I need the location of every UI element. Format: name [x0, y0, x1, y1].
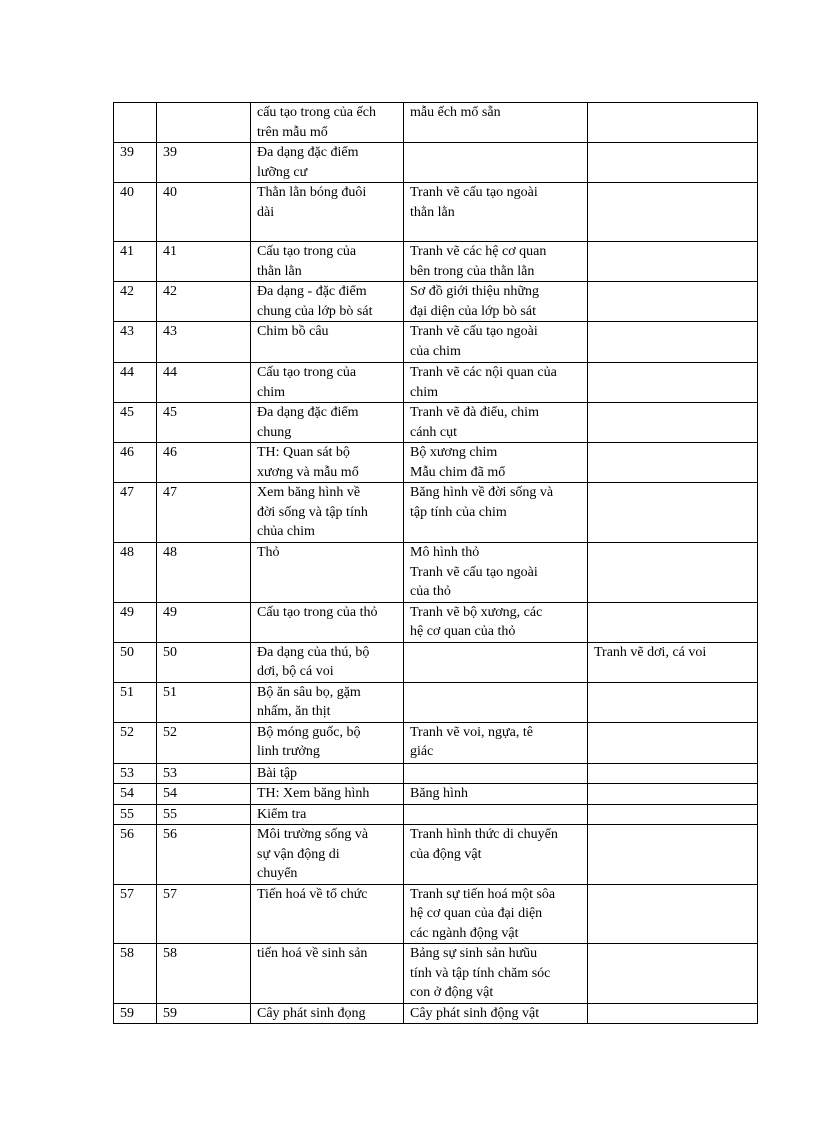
- period-cell: 51: [114, 682, 157, 722]
- teaching-aid-cell: Mô hình thỏ Tranh vẽ cấu tạo ngoài của thỏ: [404, 543, 588, 603]
- table-row: [114, 483, 758, 543]
- table-row: [114, 242, 758, 282]
- teaching-aid-cell: Tranh vẽ các nội quan của chim: [404, 363, 588, 403]
- teaching-aid-cell: Tranh hình thức di chuyển của động vật: [404, 825, 588, 885]
- lesson-number-cell: 51: [157, 682, 251, 722]
- note-cell: [588, 722, 758, 763]
- period-cell: 42: [114, 282, 157, 322]
- period-cell: 49: [114, 602, 157, 642]
- lesson-title-cell: Bộ móng guốc, bộ linh trưởng: [251, 722, 404, 763]
- table-row: [114, 403, 758, 443]
- note-cell: [588, 944, 758, 1004]
- teaching-aid-cell: Bảng sự sinh sản hưũu tính và tập tính chăm sóc con ở động vật: [404, 944, 588, 1004]
- lesson-title-cell: Xem băng hình về đời sống và tập tính chủa chim: [251, 483, 404, 543]
- lesson-title-cell: Đa dạng của thú, bộ dơi, bộ cá voi: [251, 642, 404, 682]
- table-row: [114, 722, 758, 763]
- teaching-aid-cell: Băng hình về đời sống và tập tính của chim: [404, 483, 588, 543]
- period-cell: 54: [114, 784, 157, 805]
- period-cell: 58: [114, 944, 157, 1004]
- lesson-title-cell: Tiến hoá về tổ chức: [251, 884, 404, 944]
- table-row: [114, 682, 758, 722]
- lesson-number-cell: 49: [157, 602, 251, 642]
- note-cell: [588, 804, 758, 825]
- table-row: [114, 322, 758, 363]
- period-cell: 48: [114, 543, 157, 603]
- period-cell: 57: [114, 884, 157, 944]
- teaching-aid-cell: Sơ đồ giới thiệu những đại diện của lớp bò sát: [404, 282, 588, 322]
- teaching-aid-cell: Băng hình: [404, 784, 588, 805]
- lesson-title-cell: Cấu tạo trong của thỏ: [251, 602, 404, 642]
- period-cell: 50: [114, 642, 157, 682]
- table-row: [114, 642, 758, 682]
- lesson-number-cell: 55: [157, 804, 251, 825]
- teaching-aid-cell: Tranh vẽ các hệ cơ quan bên trong của thằn lằn: [404, 242, 588, 282]
- lesson-number-cell: 44: [157, 363, 251, 403]
- lesson-number-cell: 53: [157, 763, 251, 784]
- period-cell: 52: [114, 722, 157, 763]
- teaching-aid-cell: [404, 763, 588, 784]
- table-row: [114, 363, 758, 403]
- table-row: [114, 183, 758, 242]
- note-cell: [588, 784, 758, 805]
- note-cell: [588, 443, 758, 483]
- lesson-number-cell: 52: [157, 722, 251, 763]
- lesson-number-cell: 40: [157, 183, 251, 242]
- period-cell: 43: [114, 322, 157, 363]
- period-cell: 39: [114, 143, 157, 183]
- note-cell: Tranh vẽ dơi, cá voi: [588, 642, 758, 682]
- period-cell: 56: [114, 825, 157, 885]
- lesson-number-cell: 43: [157, 322, 251, 363]
- teaching-aid-cell: [404, 143, 588, 183]
- table-row: [114, 804, 758, 825]
- lesson-title-cell: Đa dạng đặc điểm lưỡng cư: [251, 143, 404, 183]
- teaching-aid-cell: Tranh vẽ bộ xương, các hệ cơ quan của thỏ: [404, 602, 588, 642]
- table-row: [114, 825, 758, 885]
- period-cell: 45: [114, 403, 157, 443]
- lesson-title-cell: Thỏ: [251, 543, 404, 603]
- lesson-title-cell: Kiểm tra: [251, 804, 404, 825]
- note-cell: [588, 825, 758, 885]
- table-row: [114, 602, 758, 642]
- table-row: [114, 103, 758, 143]
- note-cell: [588, 103, 758, 143]
- note-cell: [588, 322, 758, 363]
- lesson-title-cell: TH: Xem băng hình: [251, 784, 404, 805]
- lesson-number-cell: 58: [157, 944, 251, 1004]
- note-cell: [588, 543, 758, 603]
- period-cell: 44: [114, 363, 157, 403]
- lesson-title-cell: Thằn lằn bóng đuôi dài: [251, 183, 404, 242]
- teaching-aid-cell: Tranh vẽ cấu tạo ngoài của chim: [404, 322, 588, 363]
- lesson-title-cell: Chim bồ câu: [251, 322, 404, 363]
- lesson-number-cell: [157, 103, 251, 143]
- lesson-number-cell: 42: [157, 282, 251, 322]
- lesson-title-cell: tiến hoá về sinh sản: [251, 944, 404, 1004]
- period-cell: 47: [114, 483, 157, 543]
- note-cell: [588, 602, 758, 642]
- lesson-number-cell: 47: [157, 483, 251, 543]
- period-cell: 41: [114, 242, 157, 282]
- table-row: [114, 944, 758, 1004]
- lesson-number-cell: 45: [157, 403, 251, 443]
- table-row: [114, 443, 758, 483]
- teaching-aid-cell: Tranh vẽ cấu tạo ngoài thằn lằn: [404, 183, 588, 242]
- teaching-aid-cell: Tranh vẽ voi, ngựa, tê giác: [404, 722, 588, 763]
- teaching-aid-cell: [404, 682, 588, 722]
- table-body: [114, 103, 758, 1024]
- teaching-aid-cell: Tranh sự tiến hoá một sôa hệ cơ quan của đại diện các ngành động vật: [404, 884, 588, 944]
- lesson-title-cell: Cây phát sinh đọng: [251, 1003, 404, 1024]
- lesson-number-cell: 56: [157, 825, 251, 885]
- lesson-number-cell: 50: [157, 642, 251, 682]
- lesson-title-cell: Đa dạng - đặc điểm chung của lớp bò sát: [251, 282, 404, 322]
- period-cell: [114, 103, 157, 143]
- lesson-title-cell: TH: Quan sát bộ xương và mẫu mổ: [251, 443, 404, 483]
- lesson-number-cell: 46: [157, 443, 251, 483]
- table-row: [114, 884, 758, 944]
- table-row: [114, 543, 758, 603]
- teaching-aid-cell: mẫu ếch mổ sẵn: [404, 103, 588, 143]
- table-row: [114, 143, 758, 183]
- lesson-number-cell: 48: [157, 543, 251, 603]
- note-cell: [588, 183, 758, 242]
- period-cell: 55: [114, 804, 157, 825]
- teaching-aid-cell: [404, 804, 588, 825]
- teaching-aid-cell: Cây phát sinh động vật: [404, 1003, 588, 1024]
- period-cell: 59: [114, 1003, 157, 1024]
- note-cell: [588, 1003, 758, 1024]
- note-cell: [588, 143, 758, 183]
- lesson-number-cell: 57: [157, 884, 251, 944]
- lesson-title-cell: Bài tập: [251, 763, 404, 784]
- lesson-title-cell: Môi trường sống và sự vận động di chuyển: [251, 825, 404, 885]
- note-cell: [588, 682, 758, 722]
- period-cell: 40: [114, 183, 157, 242]
- note-cell: [588, 884, 758, 944]
- teaching-aid-cell: [404, 642, 588, 682]
- note-cell: [588, 363, 758, 403]
- table-row: [114, 763, 758, 784]
- lesson-title-cell: Cấu tạo trong của thằn lằn: [251, 242, 404, 282]
- note-cell: [588, 242, 758, 282]
- lesson-plan-table: [113, 102, 758, 1024]
- lesson-number-cell: 54: [157, 784, 251, 805]
- lesson-title-cell: Bộ ăn sâu bọ, gặm nhấm, ăn thịt: [251, 682, 404, 722]
- teaching-aid-cell: Tranh vẽ đà điểu, chim cánh cụt: [404, 403, 588, 443]
- table-row: [114, 282, 758, 322]
- teaching-aid-cell: Bộ xương chim Mẫu chim đã mổ: [404, 443, 588, 483]
- lesson-title-cell: cấu tạo trong của ếch trên mẫu mổ: [251, 103, 404, 143]
- lesson-number-cell: 41: [157, 242, 251, 282]
- lesson-number-cell: 39: [157, 143, 251, 183]
- lesson-title-cell: Đa dạng đặc điểm chung: [251, 403, 404, 443]
- note-cell: [588, 403, 758, 443]
- period-cell: 46: [114, 443, 157, 483]
- period-cell: 53: [114, 763, 157, 784]
- lesson-number-cell: 59: [157, 1003, 251, 1024]
- note-cell: [588, 483, 758, 543]
- note-cell: [588, 282, 758, 322]
- table-row: [114, 784, 758, 805]
- lesson-title-cell: Cấu tạo trong của chim: [251, 363, 404, 403]
- note-cell: [588, 763, 758, 784]
- table-row: [114, 1003, 758, 1024]
